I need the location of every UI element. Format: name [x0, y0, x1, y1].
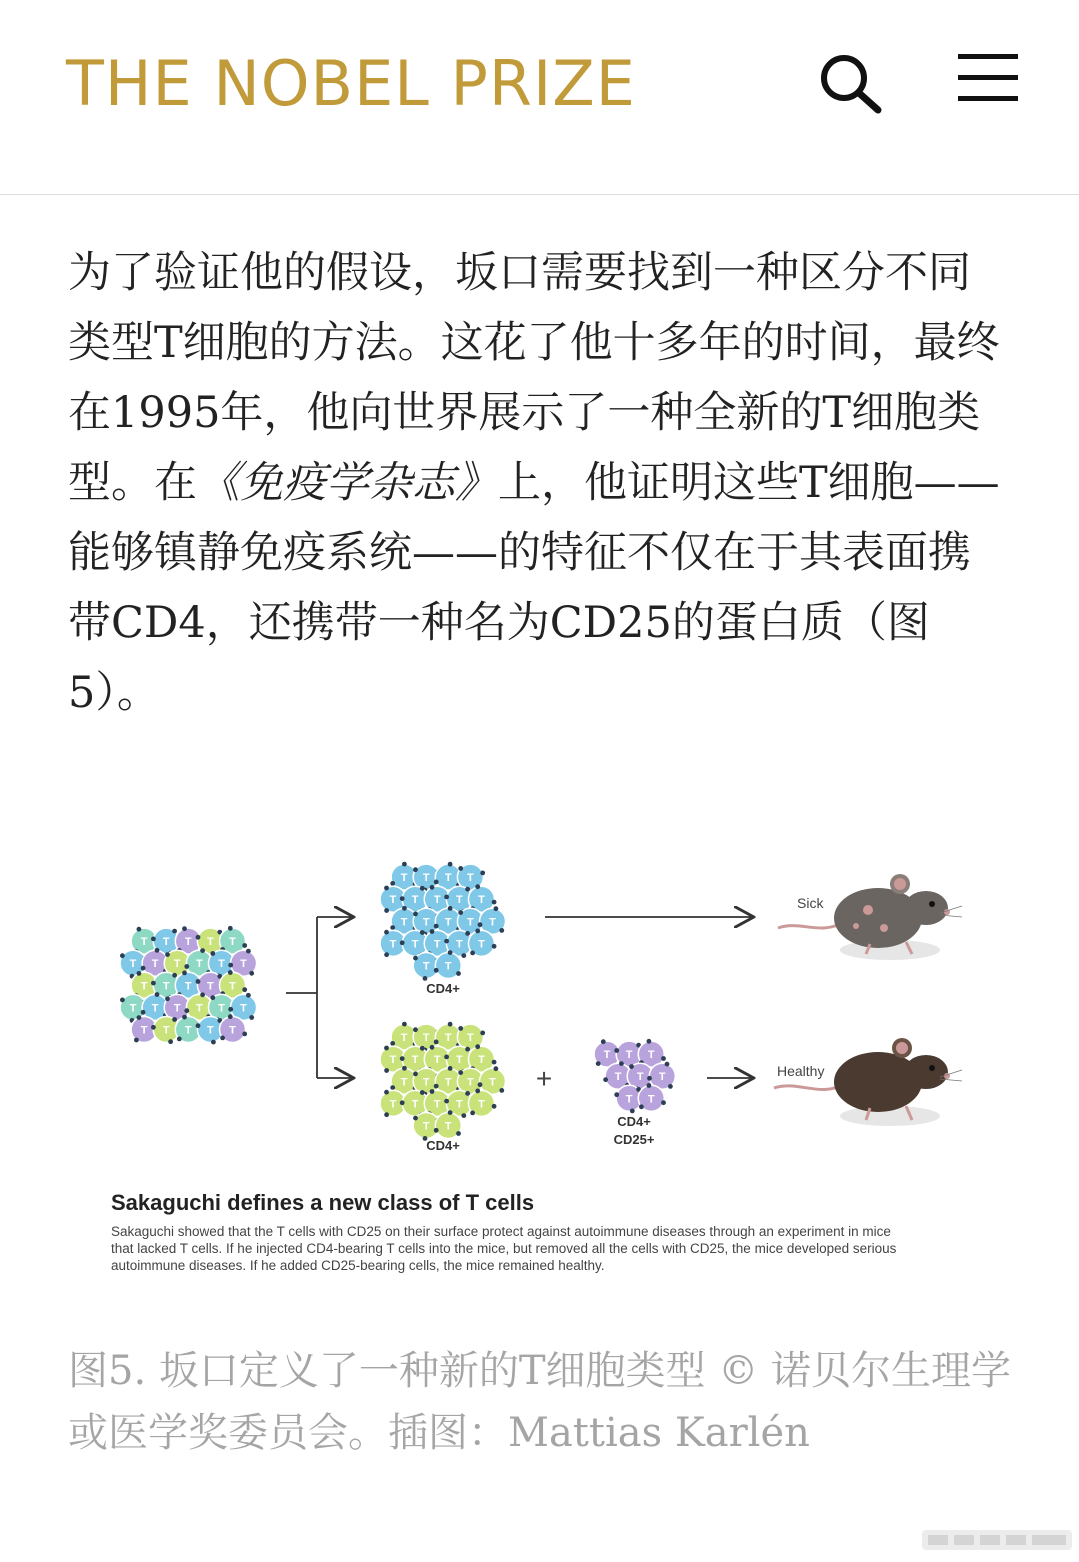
t-cell-letter: T	[444, 1076, 452, 1089]
t-cell-letter: T	[422, 960, 430, 973]
plus-sign: +	[535, 1063, 553, 1094]
cd4-t-cell-cluster-bottom	[380, 1022, 505, 1141]
cell-receptor	[430, 929, 435, 934]
cell-receptor	[242, 943, 247, 948]
cell-receptor	[661, 1056, 666, 1061]
cell-receptor	[444, 1055, 449, 1060]
t-cell-letter: T	[467, 1032, 474, 1045]
cell-receptor	[456, 1131, 461, 1136]
cell-receptor	[210, 951, 215, 956]
cell-receptor	[141, 1010, 146, 1015]
cell-receptor	[200, 992, 205, 997]
cell-receptor	[165, 952, 170, 957]
cell-receptor	[172, 973, 177, 978]
cell-receptor	[430, 1089, 435, 1094]
cell-receptor	[249, 1015, 254, 1020]
cell-receptor	[603, 1077, 608, 1082]
t-cell-letter: T	[658, 1071, 666, 1084]
cell-receptor	[475, 884, 480, 889]
cell-receptor	[228, 963, 233, 968]
cell-receptor	[172, 929, 177, 934]
cell-receptor	[434, 968, 439, 973]
t-cell-letter: T	[151, 1002, 159, 1015]
t-cell-letter: T	[422, 1032, 430, 1045]
cell-receptor	[182, 1015, 187, 1020]
cell-receptor	[384, 908, 389, 913]
t-cell-letter: T	[411, 1054, 419, 1067]
t-cell-letter: T	[184, 936, 192, 949]
cell-receptor	[448, 906, 453, 911]
t-cell-letter: T	[389, 938, 397, 951]
cell-receptor	[413, 1072, 418, 1077]
cell-receptor	[499, 928, 504, 933]
cell-receptor	[182, 971, 187, 976]
t-cell-letter: T	[140, 980, 148, 993]
cell-receptor	[402, 1022, 407, 1027]
figure-title: Sakaguchi defines a new class of T cells	[111, 1190, 535, 1215]
t-cell-letter: T	[422, 916, 430, 929]
t-cell-letter: T	[478, 894, 485, 907]
cell-receptor	[246, 993, 251, 998]
cell-receptor	[177, 1037, 182, 1042]
t-cell-letter: T	[444, 916, 452, 929]
cell-receptor	[470, 1111, 475, 1116]
cell-receptor	[470, 951, 475, 956]
cell-receptor	[434, 1084, 439, 1089]
t-cell-letter: T	[467, 1076, 474, 1089]
cd4-t-cell-cluster-top	[380, 862, 505, 981]
cell-receptor	[448, 1066, 453, 1071]
cell-receptor	[413, 867, 418, 872]
t-cell-letter: T	[162, 1024, 170, 1037]
t-cell-letter: T	[229, 936, 236, 949]
cell-receptor	[461, 1113, 466, 1118]
search-button[interactable]	[814, 50, 888, 120]
cell-receptor	[456, 971, 461, 976]
cell-receptor	[647, 1083, 652, 1088]
cell-receptor	[384, 930, 389, 935]
cell-receptor	[465, 1047, 470, 1052]
t-cell-letter: T	[400, 872, 408, 885]
cell-receptor	[228, 970, 233, 975]
cell-receptor	[413, 1027, 418, 1032]
cell-receptor	[384, 1068, 389, 1073]
cell-receptor	[480, 871, 485, 876]
cell-receptor	[647, 1076, 652, 1081]
t-cell-letter: T	[444, 872, 452, 885]
article-paragraph	[68, 238, 1008, 728]
cell-receptor	[210, 995, 215, 1000]
cell-receptor	[444, 895, 449, 900]
cell-receptor	[448, 1110, 453, 1115]
figure-diagram	[100, 820, 1000, 1290]
paragraph-text-after: 上，他证明这些T细胞——能够镇静免疫系统——的特征不仅在于其表面携带CD4，还携带一种名为CD25的蛋白质（图5）。	[68, 458, 1000, 718]
cell-receptor	[120, 953, 125, 958]
cell-receptor	[434, 924, 439, 929]
cell-receptor	[120, 998, 125, 1003]
cell-receptor	[155, 948, 160, 953]
t-cell-letter: T	[422, 1076, 430, 1089]
cell-receptor	[475, 929, 480, 934]
t-cell-letter: T	[129, 958, 137, 971]
cell-receptor	[494, 1066, 499, 1071]
healthy-mouse-illustration	[774, 1038, 962, 1126]
t-cell-letter: T	[422, 1120, 430, 1133]
menu-button[interactable]	[950, 48, 1022, 108]
t-cell-letter: T	[184, 1024, 192, 1037]
cell-receptor	[665, 1062, 670, 1067]
t-cell-letter: T	[433, 938, 441, 951]
cell-receptor	[458, 1026, 463, 1031]
t-cell-letter: T	[400, 1032, 408, 1045]
figure-5-illustration	[100, 820, 1000, 1290]
t-cell-letter: T	[411, 938, 419, 951]
cell-receptor	[390, 925, 395, 930]
cell-receptor	[196, 1023, 201, 1028]
cell-receptor	[165, 996, 170, 1001]
cell-receptor	[184, 964, 189, 969]
t-cell-letter: T	[433, 894, 441, 907]
cell-receptor	[492, 900, 497, 905]
hamburger-menu-icon-bar	[958, 75, 1018, 80]
cell-receptor	[475, 1044, 480, 1049]
cell-receptor	[492, 1060, 497, 1065]
t-cell-letter: T	[129, 1002, 137, 1015]
cell-receptor	[420, 1046, 425, 1051]
t-cell-letter: T	[195, 958, 203, 971]
cell-receptor	[196, 979, 201, 984]
site-header	[0, 0, 1079, 195]
nobel-prize-logo[interactable]: THE NOBEL PRIZE	[66, 47, 636, 120]
t-cell-letter: T	[467, 872, 474, 885]
t-cell-letter: T	[411, 894, 419, 907]
t-cell-letter: T	[422, 872, 430, 885]
cell-receptor	[668, 1084, 673, 1089]
cell-receptor	[228, 926, 233, 931]
t-cell-letter: T	[647, 1049, 655, 1062]
cell-receptor	[465, 1091, 470, 1096]
t-cell-letter: T	[162, 980, 170, 993]
cell-receptor	[134, 1038, 139, 1043]
cell-receptor	[228, 1007, 233, 1012]
t-cell-letter: T	[444, 1032, 452, 1045]
cell-receptor	[420, 1090, 425, 1095]
cell-receptor	[478, 1082, 483, 1087]
cell-receptor	[444, 939, 449, 944]
cell-receptor	[661, 1100, 666, 1105]
t-cell-letter: T	[433, 1098, 441, 1111]
t-cell-letter: T	[603, 1049, 611, 1062]
cell-receptor	[402, 1066, 407, 1071]
t-cell-letter: T	[400, 916, 408, 929]
cell-receptor	[499, 1088, 504, 1093]
cell-receptor	[196, 935, 201, 940]
t-cell-letter: T	[489, 1076, 496, 1089]
cell-receptor	[141, 966, 146, 971]
cell-receptor	[220, 1036, 225, 1041]
cell-receptor	[434, 1128, 439, 1133]
t-cell-letter: T	[478, 1098, 485, 1111]
cell-receptor	[461, 953, 466, 958]
hamburger-menu-icon	[958, 54, 1018, 59]
t-cell-letter: T	[489, 916, 496, 929]
cell-receptor	[384, 1112, 389, 1117]
t-cell-letter: T	[218, 958, 225, 971]
cell-receptor	[402, 906, 407, 911]
figure-caption: 图5. 坂口定义了一种新的T细胞类型 © 诺贝尔生理学或医学奖委员会。插图：Mattias Karlén	[68, 1348, 1011, 1456]
branch-arrows	[286, 917, 752, 1078]
cell-receptor	[458, 1070, 463, 1075]
search-icon	[814, 50, 888, 120]
t-cell-letter: T	[218, 1002, 225, 1015]
cell-receptor	[614, 1092, 619, 1097]
cell-receptor	[390, 1041, 395, 1046]
cell-receptor	[151, 937, 156, 942]
t-cell-letter: T	[478, 1054, 485, 1067]
cell-receptor	[630, 1109, 635, 1114]
cell-receptor	[413, 956, 418, 961]
cell-receptor	[480, 1031, 485, 1036]
cell-receptor	[601, 1039, 606, 1044]
t-cell-letter: T	[411, 1098, 419, 1111]
cell-receptor	[228, 1014, 233, 1019]
cell-receptor	[246, 949, 251, 954]
t-cell-letter: T	[173, 1002, 181, 1015]
t-cell-letter: T	[433, 1054, 441, 1067]
cell-receptor	[619, 1061, 624, 1066]
cell-receptor	[384, 952, 389, 957]
cell-receptor	[390, 881, 395, 886]
cell-receptor	[434, 1040, 439, 1045]
label-sick: Sick	[797, 895, 824, 911]
watermark	[922, 1528, 1072, 1552]
mixed-t-cell-cluster	[120, 926, 257, 1045]
cell-receptor	[444, 1099, 449, 1104]
cell-receptor	[155, 992, 160, 997]
label-cd4-top: CD4+	[426, 981, 460, 996]
cell-receptor	[458, 866, 463, 871]
t-cell-letter: T	[140, 936, 148, 949]
t-cell-letter: T	[229, 980, 236, 993]
cell-receptor	[400, 1100, 405, 1105]
t-cell-letter: T	[207, 1024, 214, 1037]
cell-receptor	[172, 1017, 177, 1022]
label-cd4-bottom: CD4+	[426, 1138, 460, 1153]
cell-receptor	[629, 1064, 634, 1069]
cell-receptor	[402, 862, 407, 867]
t-cell-letter: T	[162, 936, 170, 949]
t-cell-letter: T	[389, 1054, 397, 1067]
t-cell-letter: T	[636, 1071, 644, 1084]
cell-receptor	[390, 1085, 395, 1090]
cell-receptor	[647, 1039, 652, 1044]
figure-description-line-3: autoimmune diseases. If he added CD25-bearing cells, the mice remained healthy.	[111, 1258, 605, 1273]
cell-receptor	[475, 1089, 480, 1094]
cell-receptor	[242, 1032, 247, 1037]
t-cell-letter: T	[389, 894, 397, 907]
cell-receptor	[420, 930, 425, 935]
cell-receptor	[211, 1040, 216, 1045]
t-cell-letter: T	[478, 938, 485, 951]
cell-receptor	[478, 922, 483, 927]
t-cell-letter: T	[195, 1002, 203, 1015]
cell-receptor	[384, 886, 389, 891]
t-cell-letter: T	[647, 1093, 655, 1106]
t-cell-letter: T	[207, 936, 214, 949]
t-cell-letter: T	[389, 1098, 397, 1111]
t-cell-letter: T	[455, 938, 463, 951]
t-cell-letter: T	[207, 980, 214, 993]
cell-receptor	[151, 981, 156, 986]
t-cell-letter: T	[467, 916, 474, 929]
cell-receptor	[413, 912, 418, 917]
cell-receptor	[458, 910, 463, 915]
figure-description-line-2: that lacked T cells. If he injected CD4-bearing T cells into the mice, but removed all the cells with CD25, the mice developed serious	[111, 1241, 897, 1256]
cell-receptor	[639, 1104, 644, 1109]
journal-title: 《免疫学杂志》	[197, 458, 498, 508]
t-cell-letter: T	[444, 1120, 452, 1133]
label-healthy: Healthy	[777, 1063, 825, 1079]
cell-receptor	[137, 1015, 142, 1020]
cell-receptor	[465, 887, 470, 892]
cell-receptor	[137, 971, 142, 976]
cell-receptor	[494, 906, 499, 911]
hamburger-menu-icon-bar	[958, 96, 1018, 101]
cell-receptor	[182, 926, 187, 931]
t-cell-letter: T	[151, 958, 159, 971]
cell-receptor	[448, 950, 453, 955]
cell-receptor	[492, 944, 497, 949]
cell-receptor	[400, 1056, 405, 1061]
t-cell-letter: T	[240, 958, 247, 971]
cell-receptor	[184, 1008, 189, 1013]
cell-receptor	[400, 940, 405, 945]
cell-receptor	[413, 1116, 418, 1121]
watermark-logo	[922, 1528, 1072, 1552]
cell-receptor	[434, 880, 439, 885]
cell-receptor	[448, 862, 453, 867]
cell-receptor	[242, 987, 247, 992]
t-cell-letter: T	[140, 1024, 148, 1037]
t-cell-letter: T	[455, 1054, 463, 1067]
t-cell-letter: T	[400, 1076, 408, 1089]
sick-mouse-illustration	[778, 874, 962, 960]
cell-receptor	[168, 1039, 173, 1044]
t-cell-letter: T	[625, 1093, 633, 1106]
label-cd4-cd25-line2: CD25+	[613, 1132, 655, 1147]
cell-receptor	[384, 1046, 389, 1051]
cell-receptor	[249, 971, 254, 976]
cell-receptor	[151, 1025, 156, 1030]
cell-receptor	[614, 1048, 619, 1053]
t-cell-letter: T	[229, 1024, 236, 1037]
cell-receptor	[384, 1090, 389, 1095]
t-cell-letter: T	[455, 1098, 463, 1111]
t-cell-letter: T	[614, 1071, 622, 1084]
cell-receptor	[430, 885, 435, 890]
cell-receptor	[448, 1022, 453, 1027]
t-cell-letter: T	[240, 1002, 247, 1015]
figure-description-line-1: Sakaguchi showed that the T cells with CD25 on their surface protect against autoimmune diseases through an experiment in mice	[111, 1224, 891, 1239]
t-cell-letter: T	[444, 960, 452, 973]
t-cell-letter: T	[184, 980, 192, 993]
cell-receptor	[430, 1045, 435, 1050]
cell-receptor	[465, 931, 470, 936]
paragraph-text-before: 为了验证他的假设，坂口需要找到一种区分不同类型T细胞的方法。这花了他十多年的时间，最终在1995年，他向世界展示了一种全新的T细胞类型。在	[68, 248, 1000, 508]
t-cell-letter: T	[173, 958, 181, 971]
t-cell-letter: T	[455, 894, 463, 907]
label-cd4-cd25-line1: CD4+	[617, 1114, 651, 1129]
t-cell-letter: T	[625, 1049, 633, 1062]
cell-receptor	[596, 1061, 601, 1066]
cd4-cd25-t-cell-cluster	[594, 1039, 675, 1113]
cell-receptor	[420, 886, 425, 891]
cell-receptor	[137, 927, 142, 932]
cell-receptor	[400, 896, 405, 901]
cell-receptor	[492, 1104, 497, 1109]
cell-receptor	[200, 948, 205, 953]
